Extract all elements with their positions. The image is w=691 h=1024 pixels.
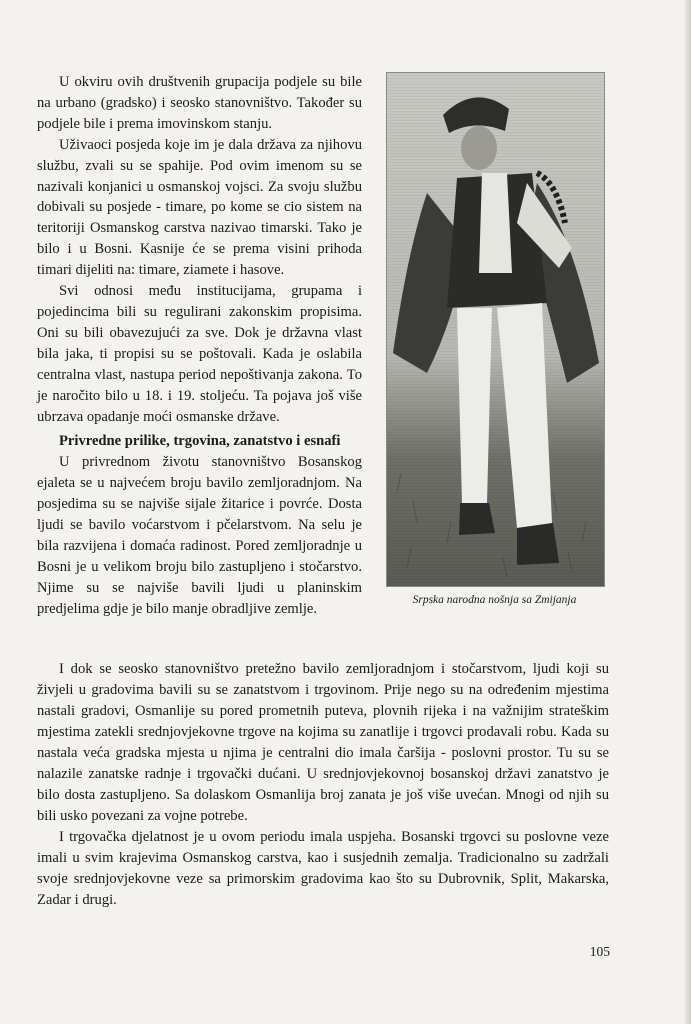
full-width-text: [37, 659, 609, 911]
paragraph: Svi odnosi među institucijama, grupama i pojedincima bili su regulirani zakonskim propisima. Oni su bili obavezujući za sve. Dok je državna vlast bila jaka, ti propisi su se poštovali. Kada je oslabila centralna vlast, nastupa period nepoštivanja zakona. To je naročito bilo u 18. i 19. stoljeću. Ta pojava još više ubrzava opadanje moći osmanske države.: [37, 283, 362, 425]
page-edge: [685, 0, 691, 1024]
paragraph: U privrednom životu stanovništvo Bosanskog ejaleta se u najvećem broju bavilo zemljoradnjom. Na posjedima su se najviše sijale žitarice i povrće. Dosta ljudi se bavilo voćarstvom i pčelarstvom. Na selu je bila razvijena i domaća radinost. Pored zemljoradnje u Bosni je u velikom broju bilo zastupljeno i stočarstvo. Njime su se najviše bavili ljudi u planinskim predjelima gdje je bilo manje obradljive zemlje.: [37, 454, 362, 617]
page-number: 105: [589, 944, 610, 959]
folk-costume-photo: [386, 72, 605, 587]
section-heading: Privredne prilike, trgovina, zanatstvo i esnafi: [59, 433, 341, 450]
left-text-column: [37, 72, 362, 620]
paragraph: I trgovačka djelatnost je u ovom periodu imala uspjeha. Bosanski trgovci su poslovne veze imali u svim krajevima Osmanskog carstva, kao i susjednih zemalja. Tradicionalno su zadržali svoje srednjovjekovne veze sa primorskim gradovima kao što su Dubrovnik, Split, Makarska, Zadar i drugi.: [37, 829, 609, 908]
man-in-folk-costume-illustration: [387, 73, 604, 586]
paragraph: I dok se seosko stanovništvo pretežno bavilo zemljoradnjom i stočarstvom, ljudi koji su živjeli u gradovima bavili su se zanatstvom i trgovinom. Prije nego su na određenim mjestima nastali gradovi, Osmanlije su pored prometnih puteva, plovnih rijeka i na važnijim strateškim mjestima zatekli srednjovjekovne trgove na kojima su zanatlije i trgovci prodavali robu. Kada su nastala veća gradska mjesta u njima je centralni dio imala čaršija - poslovni prostor. Tu su se nalazile zanatske radnje i trgovački dućani. U srednjovjekovnoj bosanskoj državi zanatstvo je bilo dosta zastupljeno. Sa dolaskom Osmanlija broj zanata je još više uvećan. Mnogi od njih su bili usko povezani za vojne potrebe.: [37, 661, 609, 824]
paragraph: Uživaoci posjeda koje im je dala država za njihovu službu, zvali su se spahije. Pod ovim imenom su se nazivali konjanici u osmanskoj vojsci. Za svoju službu dobivali su posjede - timare, po kome se cio sistem na teritoriji Osmanskog carstva nazivao timarski. Tako je bilo i u Bosni. Kasnije će se prema visini prihoda timari dijeliti na: timare, ziamete i hasove.: [37, 136, 362, 279]
paragraph: U okviru ovih društvenih grupacija podjele su bile na urbano (gradsko) i seosko stanovništvo. Također su podjele bile i prema imovinskom stanju.: [37, 74, 362, 132]
photo-caption: Srpska narodna nošnja sa Zmijanja: [412, 594, 577, 606]
